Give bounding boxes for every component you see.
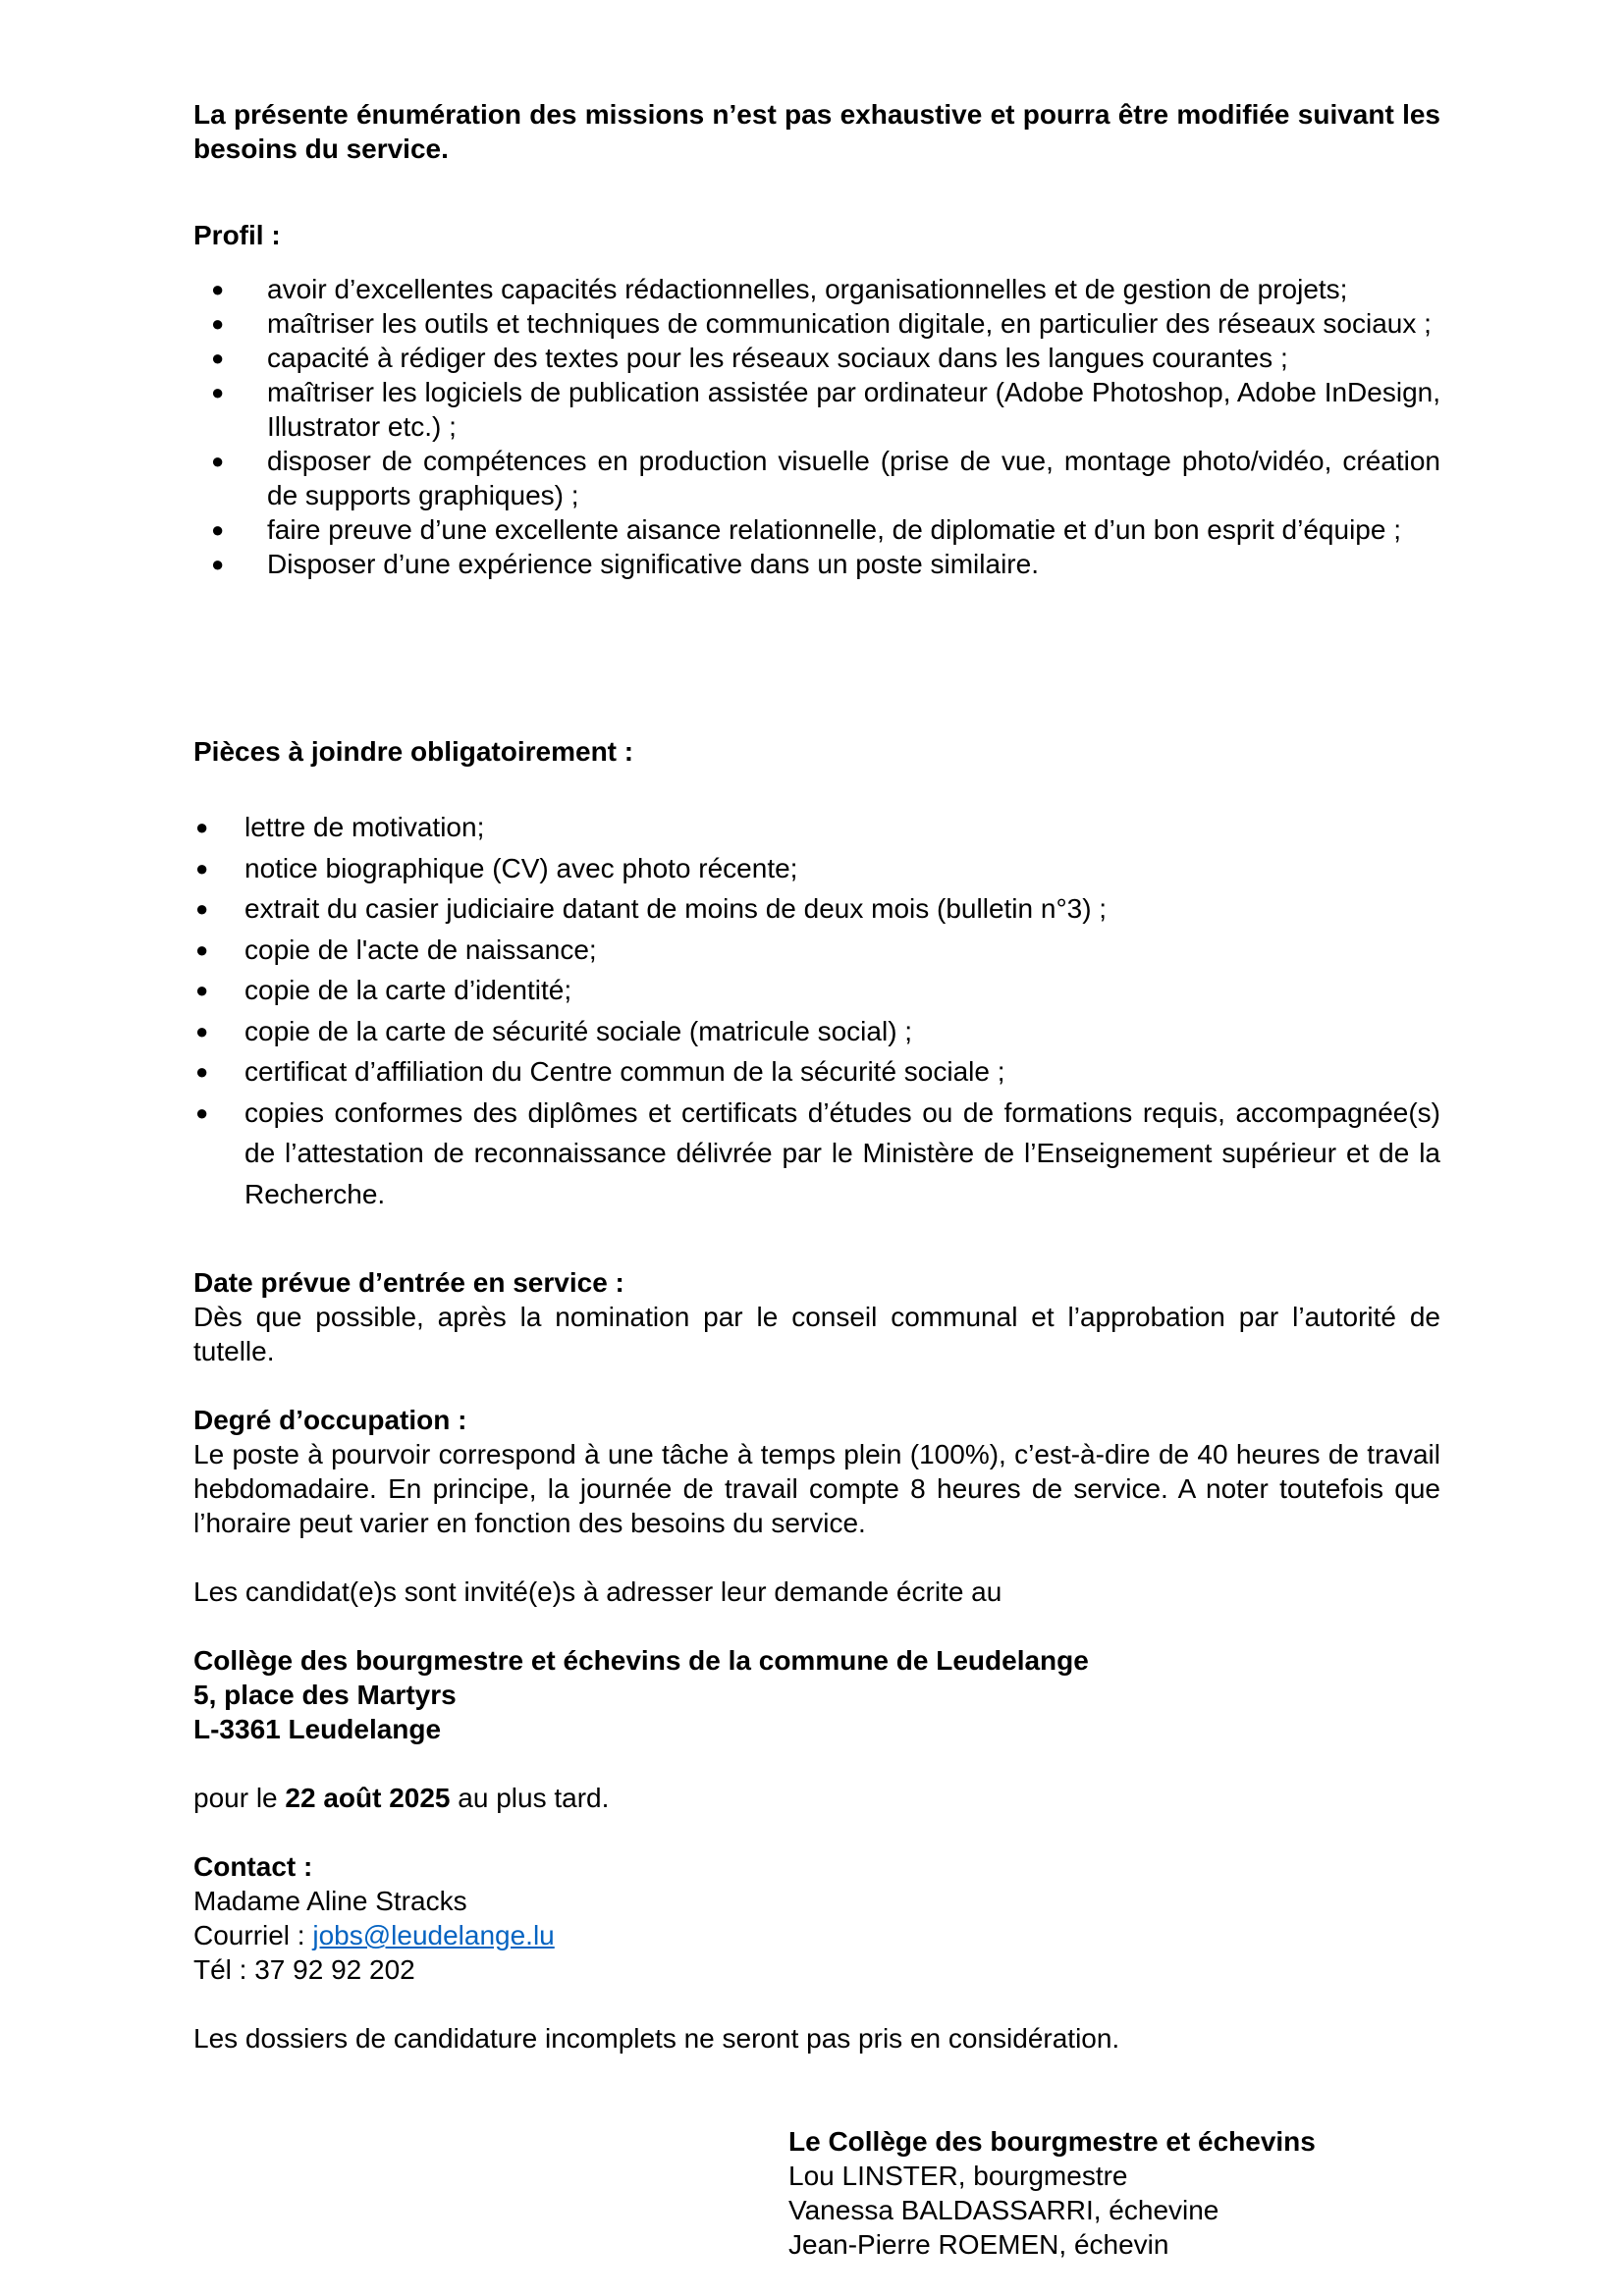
address-line: 5, place des Martyrs [193,1680,457,1710]
bullet-icon: ● [195,1099,209,1125]
list-item: ● avoir d’excellentes capacités rédactionnelles, organisationnelles et de gestion de projets; [211,274,1348,304]
bullet-icon: ● [195,1018,209,1043]
bullet-icon: ● [195,936,209,962]
bullet-icon: ● [211,311,225,336]
list-item: ● certificat d’affiliation du Centre commun de la sécurité sociale ; [193,1051,1440,1093]
contact-heading: Contact : [193,1851,313,1882]
list-item: ● extrait du casier judiciaire datant de moins de deux mois (bulletin n°3) ; [193,888,1440,930]
address-line: L-3361 Leudelange [193,1714,442,1744]
list-item: ● notice biographique (CV) avec photo récente; [193,848,1440,889]
address-line: Collège des bourgmestre et échevins de la commune de Leudelange [193,1645,1089,1676]
pieces-list [193,807,1440,1214]
signature-line: Jean-Pierre ROEMEN, échevin [788,2229,1169,2260]
date-entree-text: Dès que possible, après la nomination par le conseil communal et l’approbation par l’autorité de tutelle. [193,1302,1440,1366]
address-block [193,1643,1440,1746]
list-item: ● disposer de compétences en production visuelle (prise de vue, montage photo/vidéo, création de supports graphiques) ; [211,446,1440,510]
intro-paragraph: La présente énumération des missions n’est pas exhaustive et pourra être modifiée suivant les besoins du service. [193,99,1440,164]
list-item: ● Disposer d’une expérience significative dans un poste similaire. [211,549,1039,579]
signature-line: Vanessa BALDASSARRI, échevine [788,2195,1219,2225]
contact-name: Madame Aline Stracks [193,1886,467,1916]
bullet-icon: ● [211,346,225,370]
signature-title: Le Collège des bourgmestre et échevins [788,2126,1316,2157]
bullet-icon: ● [195,1059,209,1084]
degre-text: Le poste à pourvoir correspond à une tâche à temps plein (100%), c’est-à-dire de 40 heures de travail hebdomadaire. En principe, la journée de travail compte 8 heures de service. A noter toutefois que l’horaire peut varier en fonction des besoins du service. [193,1439,1440,1538]
list-item: ● lettre de motivation; [193,807,1440,848]
bullet-icon: ● [211,380,225,404]
bullet-icon: ● [195,815,209,839]
list-item: ● maîtriser les logiciels de publication assistée par ordinateur (Adobe Photoshop, Adobe InDesign, Illustrator etc.) ; [211,377,1440,442]
bullet-icon: ● [195,896,209,921]
profil-heading: Profil : [193,220,281,250]
bullet-icon: ● [195,855,209,881]
deadline-text: pour le 22 août 2025 au plus tard. [193,1783,610,1813]
deadline-date: 22 août 2025 [285,1783,451,1813]
list-item: ● copie de la carte de sécurité sociale (matricule social) ; [193,1011,1440,1052]
list-item: ● copie de l'acte de naissance; [193,930,1440,971]
list-item: ● copie de la carte d’identité; [193,970,1440,1011]
signature-line: Lou LINSTER, bourgmestre [788,2161,1128,2191]
contact-phone: Tél : 37 92 92 202 [193,1954,415,1985]
contact-email-line: Courriel : jobs@leudelange.lu [193,1920,555,1950]
bullet-icon: ● [211,277,225,301]
bullet-icon: ● [211,517,225,542]
bullet-icon: ● [211,552,225,576]
list-item: ● faire preuve d’une excellente aisance relationnelle, de diplomatie et d’un bon esprit d’équipe ; [211,514,1401,545]
degre-heading: Degré d’occupation : [193,1405,467,1435]
list-item: ● capacité à rédiger des textes pour les réseaux sociaux dans les langues courantes ; [211,343,1288,373]
contact-block [193,1849,1440,1987]
list-item: ● maîtriser les outils et techniques de communication digitale, en particulier des réseaux sociaux ; [211,308,1432,339]
pieces-heading: Pièces à joindre obligatoirement : [193,736,634,767]
list-item: ● copies conformes des diplômes et certificats d’études ou de formations requis, accompagnée(s) de l’attestation de reconnaissance délivrée par le Ministère de l’Enseignement supérieur et de la Recherche. [193,1093,1440,1215]
bullet-icon: ● [211,449,225,473]
bullet-icon: ● [195,978,209,1002]
email-link[interactable]: jobs@leudelange.lu [312,1920,555,1950]
notice-text: Les dossiers de candidature incomplets ne seront pas pris en considération. [193,2023,1120,2054]
date-entree-heading: Date prévue d’entrée en service : [193,1267,624,1298]
signature-block [788,2124,1427,2262]
profil-list [193,272,1440,581]
invitation-text: Les candidat(e)s sont invité(e)s à adresser leur demande écrite au [193,1576,1002,1607]
